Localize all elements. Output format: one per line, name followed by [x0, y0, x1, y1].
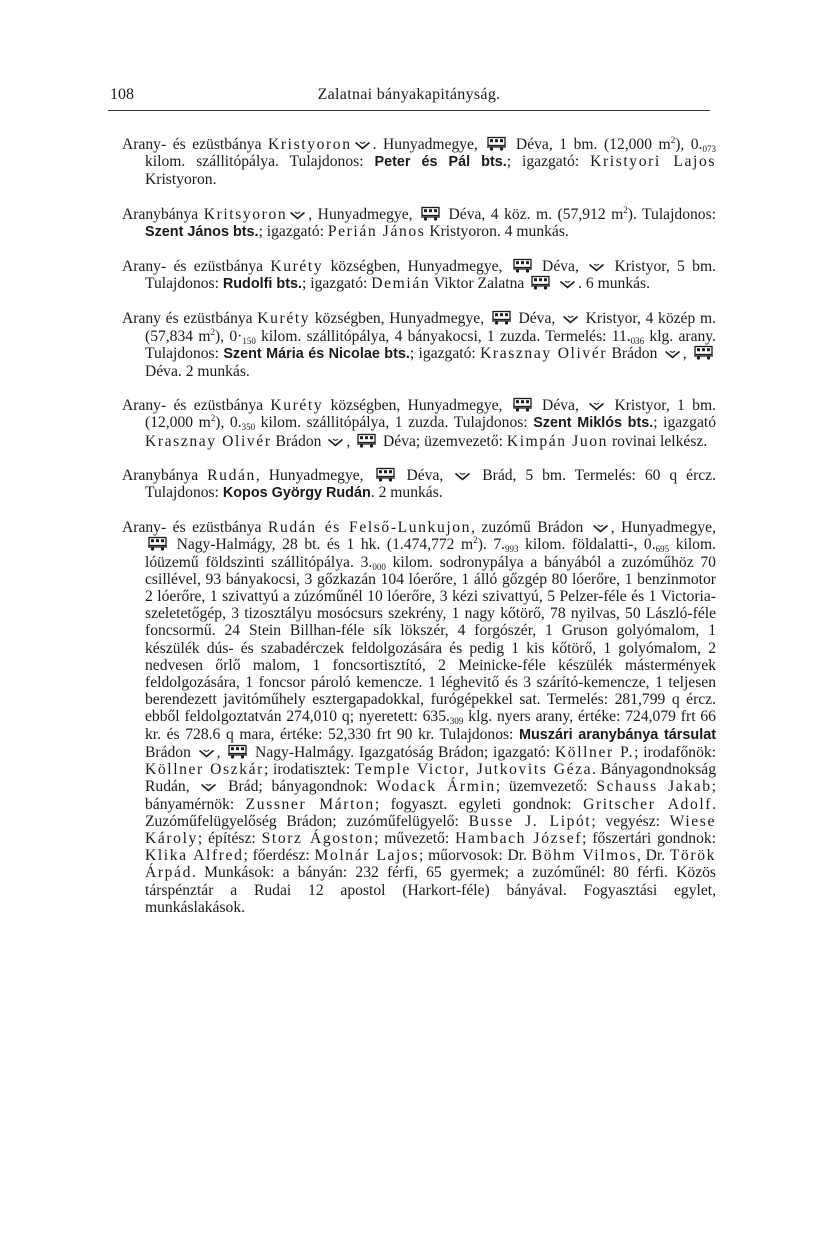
spaced-name: Krasznay Olivér — [145, 432, 272, 450]
spaced-name: Krasznay Olivér — [480, 344, 608, 362]
entry-text: , — [216, 743, 226, 761]
entry-text: ; üzemvezető: — [495, 778, 597, 796]
spaced-name: Rudán és Felső-Lunkujon — [267, 519, 472, 537]
entry-text: Déva, 1 bm. (12,000 m — [509, 136, 671, 153]
mine-entry — [122, 258, 716, 293]
entry-text: Nagy-Halmágy, 28 bt. és 1 hk. (1.474,772 m — [170, 536, 474, 554]
entry-text: kilom. lóüzemű földszinti szállitópálya. 3. — [145, 536, 716, 571]
entry-text: Kristyoron. 4 munkás. — [425, 222, 569, 240]
entry-text: községben, Hunyadmegye, — [310, 310, 489, 328]
entry-text: , — [682, 344, 691, 362]
entry-text: Kristyor, 4 közép m. (57,834 m — [145, 310, 716, 345]
owner-name: Muszári aranybánya társulat — [519, 726, 716, 743]
spaced-name: Hambach József — [455, 829, 583, 847]
unit-superscript: 2 — [473, 535, 478, 546]
entry-text: ), 0. — [675, 136, 703, 153]
mine-entry — [122, 206, 716, 241]
decimal-subscript: 695 — [655, 544, 670, 555]
spaced-name: Török Árpád — [145, 847, 716, 882]
mine-entry — [122, 310, 716, 380]
spaced-name: Köllner Oszkár — [145, 761, 264, 779]
entry-text: Déva, — [534, 397, 587, 415]
entry-text: ; művezető: — [374, 829, 456, 847]
entry-text: Aranybánya — [122, 205, 204, 223]
spaced-name: Rudán — [207, 466, 256, 484]
decimal-subscript: 350 — [241, 422, 256, 433]
entry-text: , Hunyadmegye, — [610, 519, 716, 537]
mine-entry — [122, 136, 716, 189]
entry-text: , Dr. — [636, 847, 670, 865]
entry-text: Aranybánya — [122, 466, 208, 484]
spaced-name: Storz Ágoston — [261, 829, 375, 847]
entry-text: Déva, — [513, 310, 560, 328]
post-office-icon — [198, 748, 215, 759]
unit-superscript: 2 — [623, 204, 628, 215]
owner-name: Rudolfi bts. — [222, 276, 302, 293]
entry-text: Arany- és ezüstbánya — [122, 258, 271, 276]
unit-superscript: 2 — [210, 413, 216, 424]
post-office-icon — [327, 437, 344, 448]
post-office-icon — [559, 279, 576, 290]
entry-text: ; vegyész: — [591, 812, 670, 830]
entry-text: községben, Hunyadmegye, — [323, 397, 510, 415]
entry-text: ; fogyaszt. egyleti gondnok: — [374, 795, 584, 813]
entry-text: , zuzómű Brádon — [471, 519, 590, 537]
spaced-name: Temple Victor, Jutkovits Géza — [354, 761, 593, 779]
railway-station-icon — [147, 536, 168, 551]
entry-text: Arany és ezüstbánya — [122, 310, 258, 328]
entry-text: Déva, 4 köz. m. (57,912 m — [443, 205, 624, 223]
entry-text: rovinai lelkész. — [608, 432, 708, 450]
owner-name: Kopos György Rudán — [222, 485, 371, 502]
entry-text: kilom. földalatti-, 0. — [518, 536, 656, 554]
owner-name: Szent Miklós bts. — [533, 415, 654, 432]
entry-text: ; irodatisztek: — [263, 761, 355, 779]
railway-station-icon — [491, 310, 512, 325]
spaced-name: Klika Alfred — [145, 847, 244, 865]
entry-text: kilom. sodronypálya a bányából a zuzóműhöz 70 csillével, 93 bányakocsi, 3 gőzkazán 104 lóerőre, 1 álló gőzgép 80 lóerőre, 1 benzinmotor 2 lóerőre, 1 szivattyú a zúzóműnél 10 lóerőre, 3 kézi szivattyú, 5 Pelzer-féle és 1 Victoria-szeletetőgép, 3 tizosztályu mosócsurs szekrény, 1 nagy kőtörő, 78 nyilvas, 50 László-féle foncsormű. 24 Stein Billhan-féle sík lökszér, 4 forgószér, 1 Gruson golyómalom, 1 készülék dús- és szabadérczek feldolgozására és pedig 1 kis kőtörő, 1 golyómalom, 2 nedvesen őrlő malom, 1 foncsortisztító, 2 Meinicke-féle készülék mástermények feldolgozására, 1 foncsor pároló kemencze. 1 léghevitő és 3 szárító-kemencze, 1 teljesen berendezett javitóműhely esztergapadokkal, furógépekkel sat. Termelés: 281,799 q ércz. ebből feldolgoztatván 274,010 q; nyeretett: 635. — [145, 553, 716, 726]
entry-text: Kristyoron. — [145, 171, 217, 189]
spaced-name: Zussner Márton — [245, 795, 375, 813]
post-office-icon — [289, 210, 306, 221]
spaced-name: Böhm Vilmos — [531, 847, 637, 865]
spaced-name: Schauss Jakab — [596, 778, 712, 796]
entry-text: Déva, — [397, 466, 453, 484]
unit-superscript: 2 — [670, 135, 676, 145]
spaced-name: Wiese Károly — [145, 812, 716, 847]
entry-text: Brádon — [271, 432, 326, 450]
entry-text: ; főerdész: — [243, 847, 315, 865]
entry-text: Déva. 2 munkás. — [145, 363, 250, 381]
entry-text: ; irodafőnök: — [634, 743, 717, 761]
railway-station-icon — [227, 744, 248, 759]
owner-name: Szent Mária és Nicolae bts. — [223, 345, 410, 362]
entry-text: ; műorvosok: Dr. — [419, 847, 532, 865]
spaced-name: Kuréty — [270, 258, 324, 276]
entry-text: ; főszertári gondnok: — [582, 829, 716, 847]
post-office-icon — [562, 314, 579, 325]
entry-text: kilom. szállitópálya, 4 bányakocsi, 1 zuzda. Termelés: 11. — [255, 327, 631, 345]
entry-text: ). 7. — [477, 536, 506, 554]
entry-text: klg. nyers arany, értéke: 724,079 frt 66 kr. és 728.6 q mara, értéke: 52,330 frt 90 kr. Tulajdonos: — [145, 708, 716, 743]
spaced-name: Busse J. Lipót — [468, 812, 592, 830]
entry-text: Kristyor, 5 bm. Tulajdonos: — [145, 258, 716, 293]
header-rule — [108, 110, 710, 111]
page-number: 108 — [110, 86, 134, 103]
post-office-icon — [454, 471, 471, 482]
entry-text: . Zuzóműfelügyelőség Brádon; zuzóműfelügyelő: — [145, 795, 716, 830]
entry-text: ), 0· — [214, 327, 243, 345]
entry-text: . 6 munkás. — [578, 275, 651, 293]
spaced-name: Kristyori Lajos — [590, 153, 717, 171]
entry-text: ; igazgató: — [409, 344, 481, 362]
spaced-name: Kuréty — [257, 310, 311, 328]
spaced-name: Köllner P. — [554, 743, 635, 761]
entry-text: községben, Hunyadmegye, — [323, 258, 510, 276]
decimal-subscript: 000 — [372, 561, 386, 572]
entry-text: klg. arany. Tulajdonos: — [145, 327, 716, 362]
entry-text: Viktor Zalatna — [430, 275, 529, 293]
entry-text: ; igazgató — [653, 414, 716, 432]
spaced-name: Kristyoron — [268, 136, 352, 153]
mine-entry — [122, 519, 716, 916]
entry-text: Kristyor, 1 bm. (12,000 m — [145, 397, 716, 432]
decimal-subscript: 036 — [630, 335, 645, 346]
entry-text: Nagy-Halmágy. Igazgatóság Brádon; igazgató: — [250, 743, 555, 761]
railway-station-icon — [486, 136, 507, 151]
post-office-icon — [354, 140, 371, 151]
railway-station-icon — [356, 433, 377, 448]
entry-text: Déva; üzemvezető: — [379, 432, 507, 450]
post-office-icon — [592, 523, 609, 534]
post-office-icon — [200, 782, 217, 793]
entry-text: Arany- és ezüstbánya — [122, 136, 269, 153]
decimal-subscript: 309 — [449, 716, 464, 727]
entry-text — [553, 275, 557, 292]
entry-text: ; építész: — [197, 829, 262, 847]
running-title: Zalatnai bányakapitányság. — [317, 86, 501, 103]
entry-text: . Hunyadmegye, — [372, 136, 485, 153]
entry-text: . Bányagondnokság Rudán, — [145, 761, 716, 796]
entry-text: . Munkások: a bányán: 232 férfi, 65 gyermek; a zuzóműnél: 80 férfi. Közös társpénztár a Rudai 12 apostol (Harkort-féle) bányával. Fogyasztási egylet, munkáslakások. — [145, 864, 716, 916]
railway-station-icon — [375, 467, 396, 482]
unit-superscript: 2 — [210, 326, 215, 337]
spaced-name: Wodack Ármin — [376, 778, 496, 796]
spaced-name: Perián János — [327, 222, 426, 240]
spaced-name: Gritscher Adolf — [583, 795, 713, 813]
entry-text: kilom. szállitópálya, 1 zuzda. Tulajdonos: — [255, 414, 534, 432]
entry-text: ; igazgató: — [302, 275, 372, 293]
spaced-name: Molnár Lajos — [314, 847, 420, 865]
entries-list — [122, 136, 716, 933]
entry-text: , Hunyadmegye, — [308, 205, 419, 223]
entry-text: Arany- és ezüstbánya — [122, 397, 271, 415]
decimal-subscript: 073 — [702, 144, 717, 154]
entry-text: Déva, — [534, 258, 587, 276]
entry-text: , Hunyadmegye, — [255, 466, 373, 484]
entry-text: ; igazgató: — [506, 153, 591, 171]
entry-text: ), 0. — [215, 414, 242, 432]
spaced-name: Demián — [371, 275, 431, 293]
owner-name: Szent János bts. — [145, 223, 259, 240]
entry-text: Brád, 5 bm. Termelés: 60 q ércz. Tulajdonos: — [145, 466, 717, 502]
railway-station-icon — [530, 275, 551, 290]
entry-text: ; igazgató: — [258, 222, 328, 240]
owner-name: Peter és Pál bts. — [374, 154, 507, 171]
post-office-icon — [588, 262, 605, 273]
entry-text: Arany- és ezüstbánya — [122, 519, 268, 537]
post-office-icon — [588, 401, 605, 412]
railway-station-icon — [693, 345, 714, 360]
page-header — [108, 86, 710, 108]
railway-station-icon — [512, 397, 533, 412]
decimal-subscript: 993 — [505, 544, 519, 555]
entry-text: kilom. szállitópálya. Tulajdonos: — [145, 153, 375, 171]
entry-text: ). Tulajdonos: — [627, 205, 717, 223]
post-office-icon — [664, 349, 681, 360]
entry-text: Brád; bányagondnok: — [219, 778, 377, 796]
decimal-subscript: 150 — [242, 335, 256, 346]
railway-station-icon — [512, 258, 533, 273]
spaced-name: Kuréty — [270, 397, 324, 415]
entry-text: Brádon — [145, 743, 196, 761]
mine-entry — [122, 467, 716, 502]
railway-station-icon — [420, 206, 441, 221]
spaced-name: Kritsyoron — [203, 205, 288, 223]
spaced-name: Kimpán Juon — [506, 432, 609, 450]
mine-entry — [122, 397, 716, 450]
entry-text: Brádon — [607, 344, 662, 362]
entry-text: ; bányamérnök: — [145, 778, 717, 813]
entry-text: , — [346, 432, 355, 450]
entry-text: . 2 munkás. — [370, 484, 443, 502]
